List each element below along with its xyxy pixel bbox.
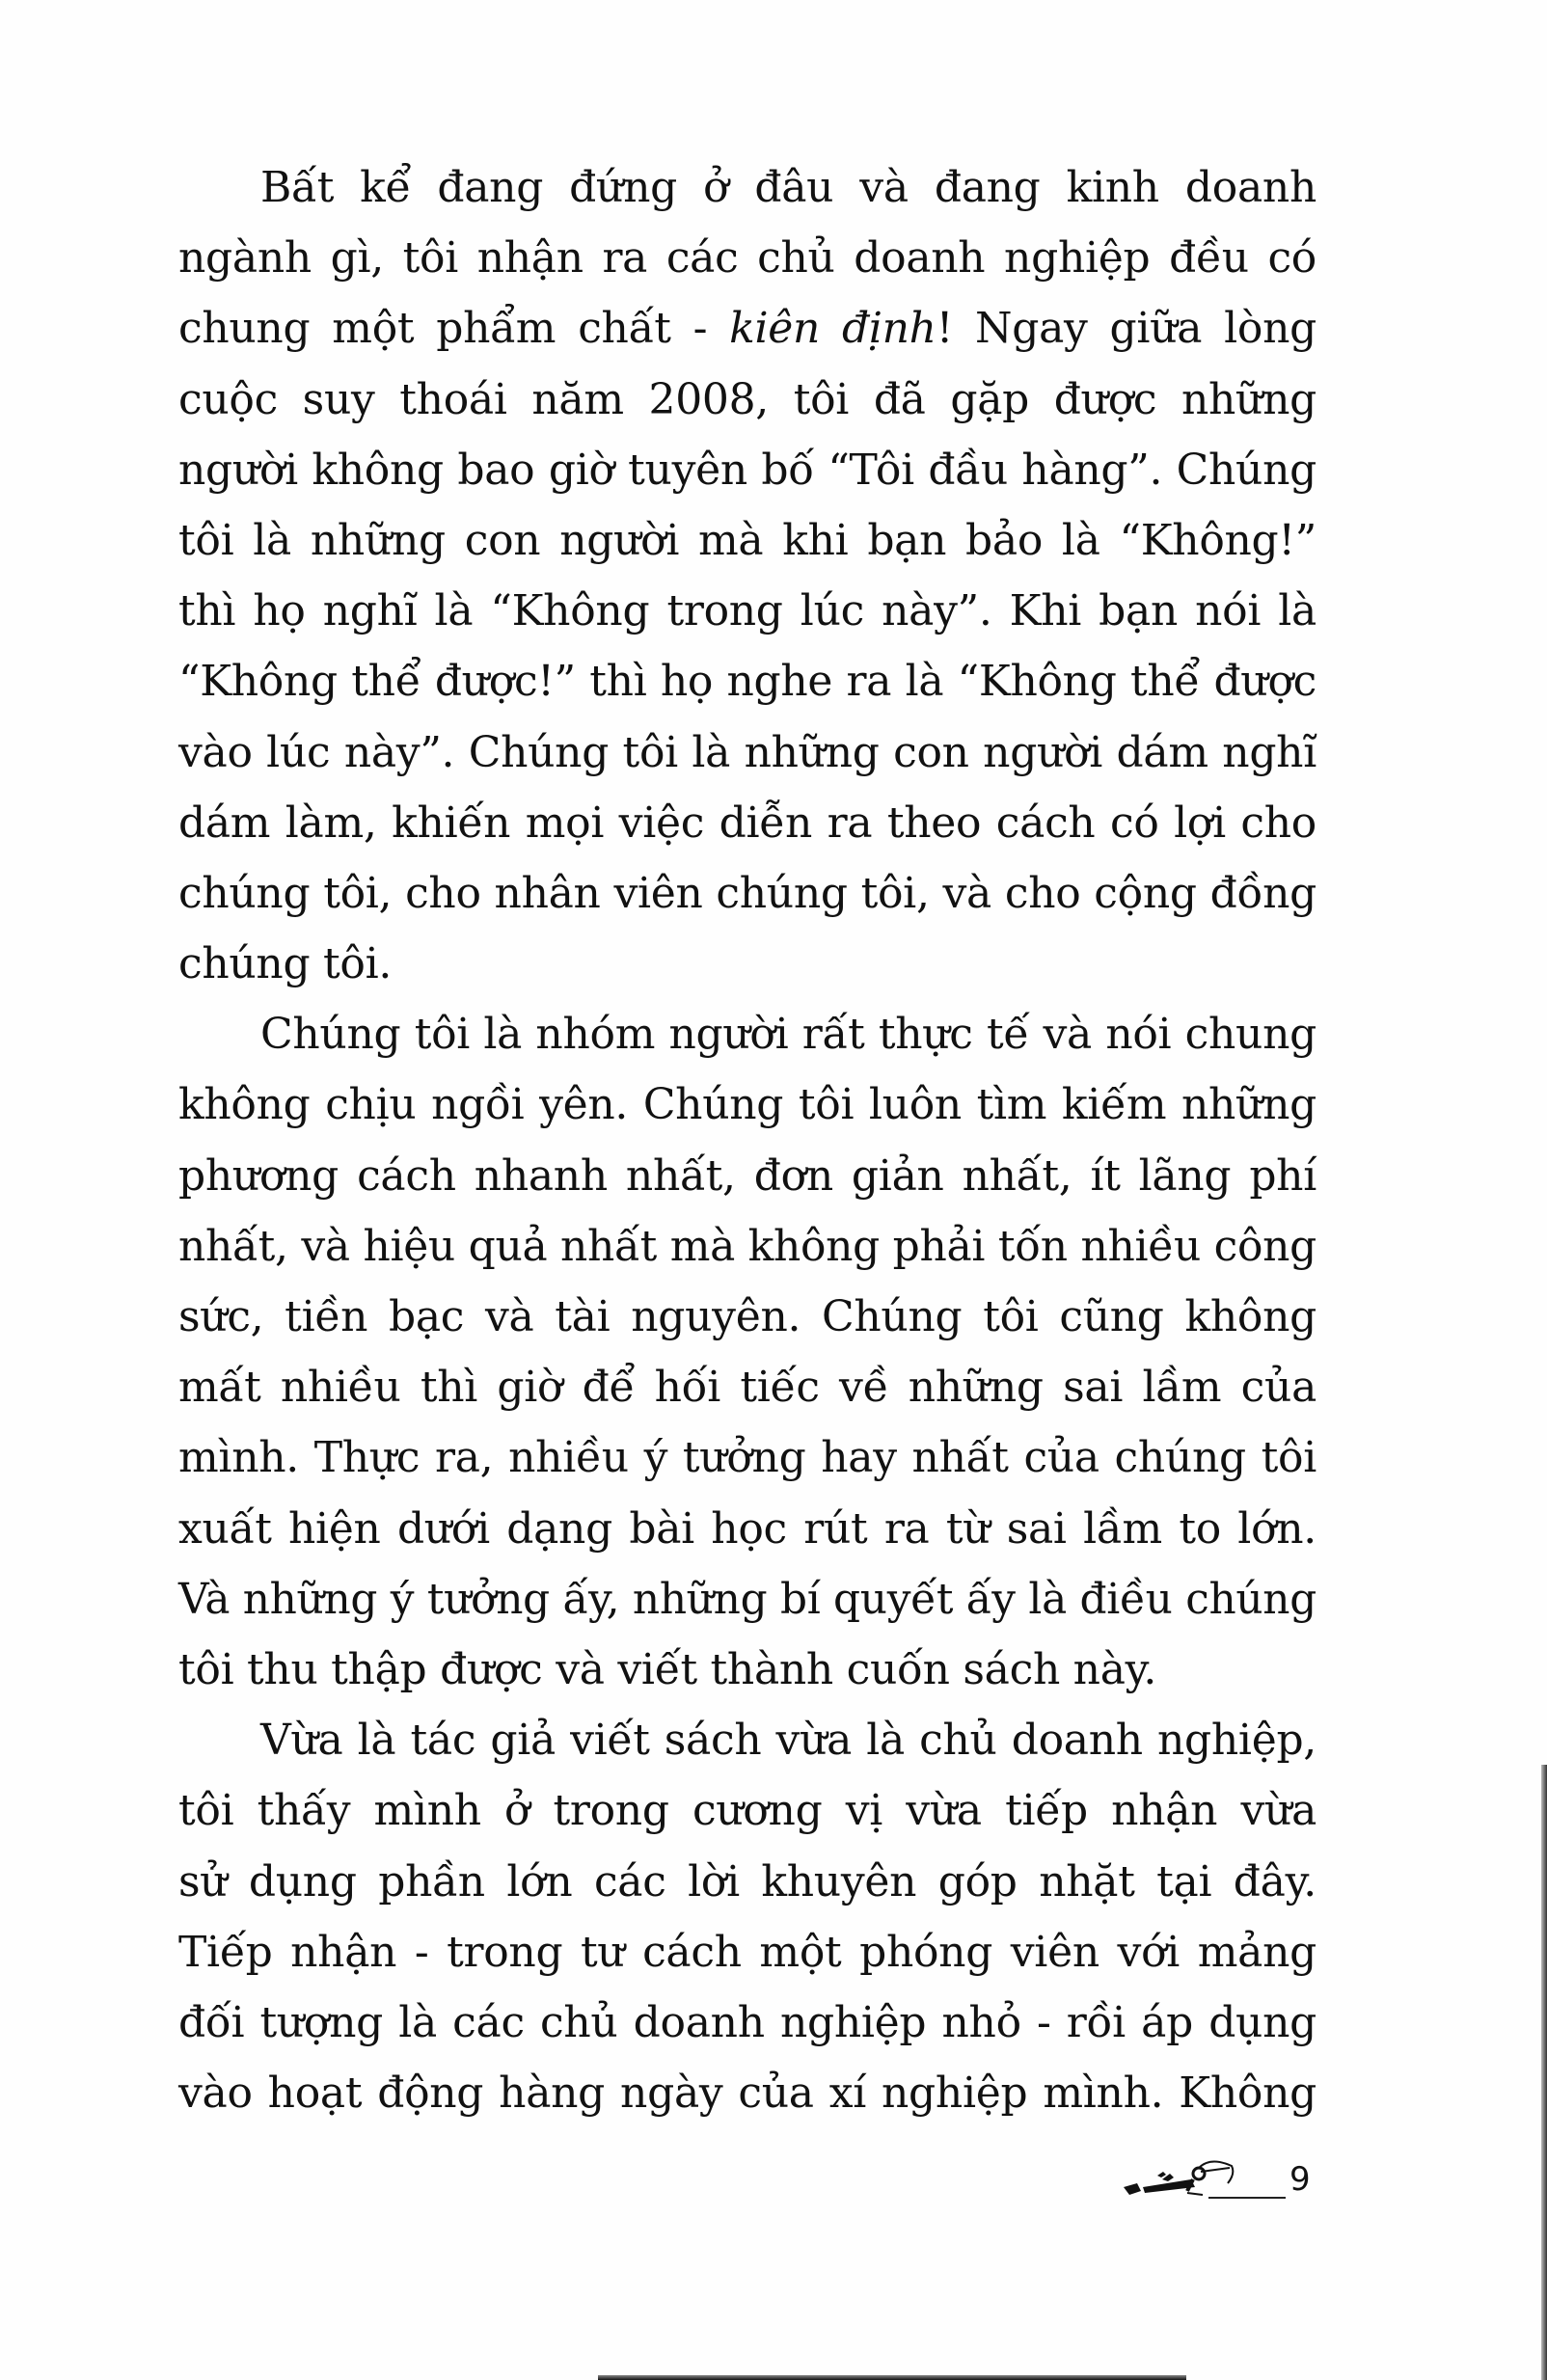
text-line: mất nhiều thì giờ để hối tiếc về những sai lầm của bbox=[178, 1363, 1316, 1413]
text-line: tôi thấy mình ở trong cương vị vừa tiếp nhận vừa bbox=[178, 1786, 1316, 1836]
text-line: thì họ nghĩ là “Không trong lúc này”. Khi bạn nói là bbox=[178, 586, 1316, 636]
text-line: Vừa là tác giả viết sách vừa là chủ doanh nghiệp, bbox=[260, 1716, 1316, 1766]
text-line: xuất hiện dưới dạng bài học rút ra từ sai lầm to lớn. bbox=[178, 1503, 1316, 1554]
text-line: vào lúc này”. Chúng tôi là những con người dám nghĩ bbox=[178, 727, 1316, 777]
emphasis-kien-dinh: kiên định bbox=[729, 304, 936, 354]
text-line: không chịu ngồi yên. Chúng tôi luôn tìm kiếm những bbox=[178, 1080, 1316, 1130]
text-line: Tiếp nhận - trong tư cách một phóng viên với mảng bbox=[178, 1927, 1316, 1977]
page-number: 9 bbox=[1289, 2160, 1311, 2199]
text-line: sức, tiền bạc và tài nguyên. Chúng tôi cũng không bbox=[178, 1292, 1316, 1341]
text-line: cuộc suy thoái năm 2008, tôi đã gặp được những bbox=[178, 374, 1316, 424]
paragraph-3 bbox=[178, 1705, 1316, 2128]
text-line: tôi thu thập được và viết thành cuốn sách này. bbox=[178, 1644, 1157, 1694]
text-line: chúng tôi. bbox=[178, 939, 393, 989]
text-line: nhất, và hiệu quả nhất mà không phải tốn nhiều công bbox=[178, 1221, 1316, 1271]
text-line: sử dụng phần lớn các lời khuyên góp nhặt tại đây. bbox=[178, 1856, 1316, 1907]
paragraph-1 bbox=[178, 152, 1316, 999]
body-text bbox=[178, 152, 1316, 2128]
text-line: “Không thể được!” thì họ nghe ra là “Không thể được bbox=[178, 657, 1316, 707]
page-footer bbox=[1124, 2158, 1316, 2206]
text-line bbox=[178, 293, 1316, 364]
footer-rule bbox=[1208, 2197, 1286, 2199]
text-line: Và những ý tưởng ấy, những bí quyết ấy là điều chúng bbox=[178, 1574, 1316, 1624]
running-figure-ornament-icon bbox=[1124, 2158, 1268, 2206]
text-line: dám làm, khiến mọi việc diễn ra theo cách có lợi cho bbox=[178, 798, 1316, 848]
text-line: phương cách nhanh nhất, đơn giản nhất, ít lãng phí bbox=[178, 1150, 1316, 1201]
paragraph-2 bbox=[178, 999, 1316, 1705]
text-line: vào hoạt động hàng ngày của xí nghiệp mình. Không bbox=[178, 2069, 1316, 2119]
text-line: đối tượng là các chủ doanh nghiệp nhỏ - rồi áp dụng bbox=[178, 1997, 1316, 2047]
text-line: người không bao giờ tuyên bố “Tôi đầu hàng”. Chúng bbox=[178, 445, 1316, 495]
text-line: mình. Thực ra, nhiều ý tưởng hay nhất của chúng tôi bbox=[178, 1433, 1316, 1483]
text-span: ! Ngay giữa lòng bbox=[936, 304, 1316, 354]
text-span: chung một phẩm chất - bbox=[178, 304, 730, 354]
scan-edge-right bbox=[1541, 1765, 1547, 2380]
text-line: chúng tôi, cho nhân viên chúng tôi, và cho cộng đồng bbox=[178, 868, 1316, 918]
text-line: Chúng tôi là nhóm người rất thực tế và nói chung bbox=[260, 1010, 1316, 1060]
scan-edge-bottom bbox=[598, 2375, 1186, 2380]
text-line: tôi là những con người mà khi bạn bảo là “Không!” bbox=[178, 515, 1316, 565]
text-line: ngành gì, tôi nhận ra các chủ doanh nghiệp đều có bbox=[178, 233, 1316, 284]
text-line: Bất kể đang đứng ở đâu và đang kinh doanh bbox=[260, 163, 1316, 212]
